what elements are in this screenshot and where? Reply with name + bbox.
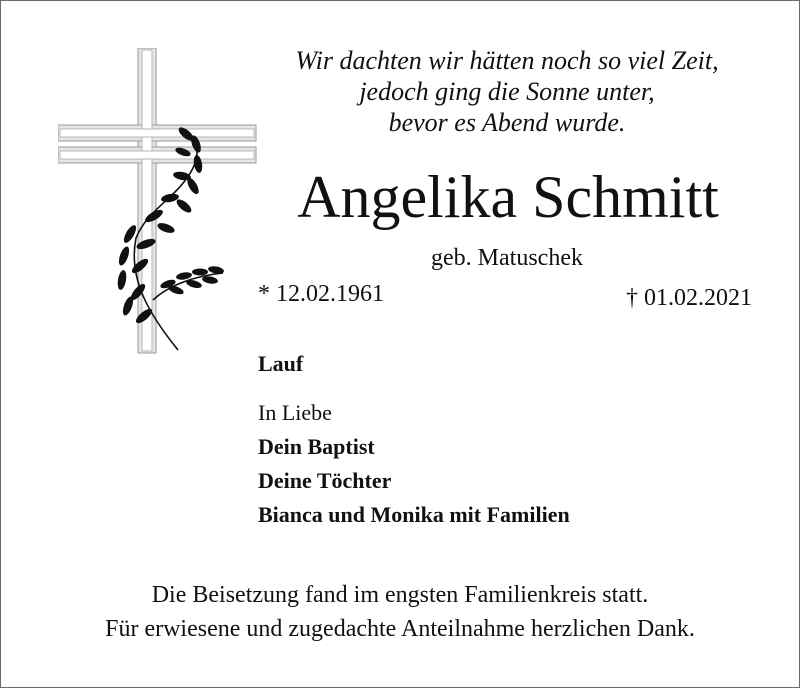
mourners-intro: In Liebe (258, 400, 332, 425)
footer-line: Für erwiesene und zugedachte Anteilnahme herzlichen Dank. (105, 616, 695, 642)
memorial-poem (262, 45, 752, 138)
mourners-block (258, 396, 570, 532)
birth-date: * 12.02.1961 (258, 281, 384, 307)
poem-line: Wir dachten wir hätten noch so viel Zeit, (295, 46, 719, 75)
town-name: Lauf (258, 351, 304, 376)
cross-with-laurel-icon (58, 48, 258, 358)
mourner-line: Bianca und Monika mit Familien (258, 502, 570, 527)
deceased-name: Angelika Schmitt (297, 164, 719, 230)
poem-line: jedoch ging die Sonne unter, (359, 77, 655, 106)
footer-line: Die Beisetzung fand im engsten Familienkreis statt. (151, 582, 649, 608)
poem-line: bevor es Abend wurde. (388, 108, 626, 137)
death-date: † 01.02.2021 (626, 285, 752, 311)
funeral-note (0, 578, 800, 646)
maiden-name: geb. Matuschek (431, 245, 583, 271)
mourner-line: Dein Baptist (258, 434, 375, 459)
mourner-line: Deine Töchter (258, 468, 392, 493)
